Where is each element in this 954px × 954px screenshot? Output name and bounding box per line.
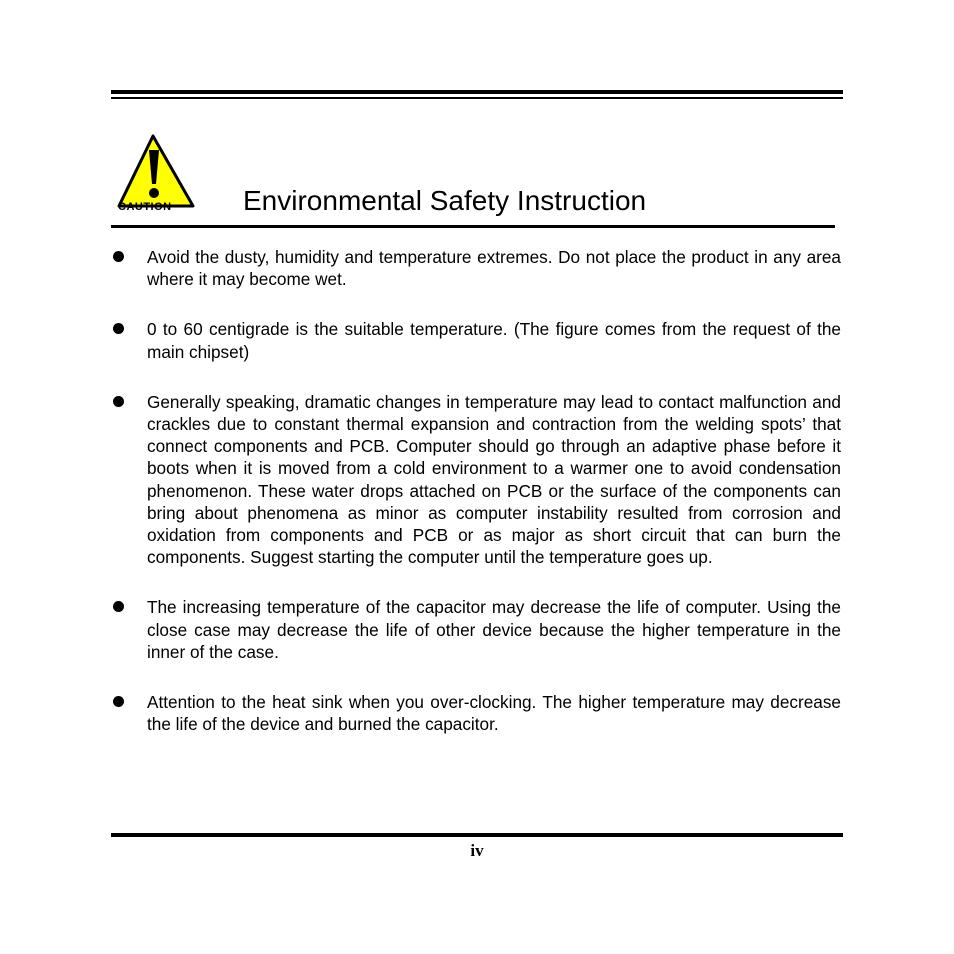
bullet-icon xyxy=(113,601,124,612)
list-item-text: The increasing temperature of the capacitor may decrease the life of computer. Using the close case may decrease the life of other device because the higher temperature in the inner of the case. xyxy=(147,597,841,662)
list-item-text: Attention to the heat sink when you over-clocking. The higher temperature may decrease the life of the device and burned the capacitor. xyxy=(147,692,841,735)
exclamation-dot xyxy=(149,188,159,198)
list-item-text: 0 to 60 centigrade is the suitable temperature. (The figure comes from the request of the main chipset) xyxy=(147,319,841,362)
instruction-list xyxy=(111,246,841,763)
top-rule-thick xyxy=(111,90,843,94)
title-underline xyxy=(111,225,835,228)
caution-label: CAUTION xyxy=(118,201,172,213)
bullet-icon xyxy=(113,396,124,407)
bottom-rule xyxy=(111,833,843,837)
page-title: Environmental Safety Instruction xyxy=(243,185,647,216)
bullet-icon xyxy=(113,696,124,707)
list-item xyxy=(111,391,841,569)
bullet-icon xyxy=(113,251,124,262)
list-item-text: Avoid the dusty, humidity and temperature extremes. Do not place the product in any area where it may become wet. xyxy=(147,247,841,290)
bullet-icon xyxy=(113,323,124,334)
list-item xyxy=(111,691,841,735)
list-item-text: Generally speaking, dramatic changes in temperature may lead to contact malfunction and crackles due to constant thermal expansion and contraction from the welding spots’ that connect components and PCB. Computer should go through an adaptive phase before it boots when it is moved from a cold environment to a warmer one to avoid condensation phenomenon. These water drops attached on PCB or the surface of the components can bring about phenomena as minor as computer instability resulted from corrosion and oxidation from components and PCB or as major as short circuit that can burn the components. Suggest starting the computer until the temperature goes up. xyxy=(147,391,841,568)
list-item xyxy=(111,318,841,362)
list-item xyxy=(111,246,841,290)
page-number: iv xyxy=(470,841,484,860)
list-item xyxy=(111,596,841,663)
top-rule-thin xyxy=(111,97,843,99)
